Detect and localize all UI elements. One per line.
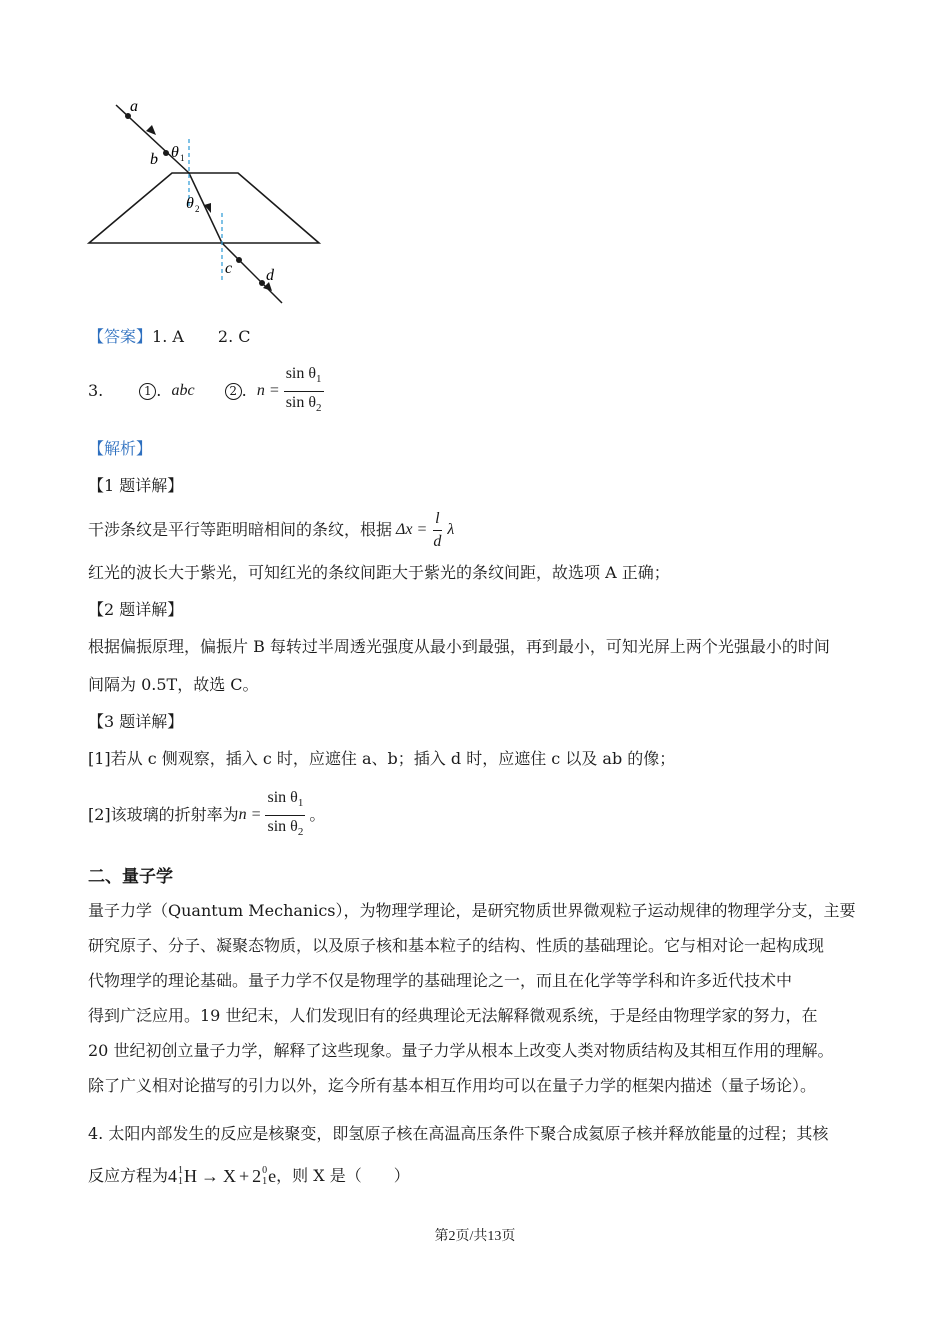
reaction-arrow: →	[201, 1166, 220, 1186]
refraction-diagram	[80, 95, 340, 315]
glass-trapezoid	[89, 173, 319, 243]
paragraph-line: 除了广义相对论描写的引力以外，迄今所有基本相互作用均可以在量子力学的框架内描述（量子场论）。	[88, 1076, 817, 1095]
circled-2: 2	[225, 383, 242, 400]
label-theta1-sub: 1	[180, 153, 185, 163]
lambda: λ	[447, 521, 455, 538]
paragraph-line: 20 世纪初创立量子力学，解释了这些现象。量子力学从根本上改变人类对物质结构及其相互作用的理解。	[88, 1041, 834, 1060]
q3-number: 3.	[88, 381, 104, 400]
refracted-ray	[189, 173, 222, 243]
nuclear-equation: 4 1 1 H → X + 2 0 1 e	[168, 1165, 277, 1187]
analysis-line-4: 间隔为 0.5T，故选 C。	[88, 675, 259, 694]
section-paragraph	[88, 893, 863, 1103]
n-eq: n =	[238, 806, 262, 823]
refractive-index-fraction-2: $\frac{\sin \theta_1}{\sin \theta_2}$	[267, 789, 304, 838]
answer-2: 2. C	[217, 327, 251, 346]
circled-1: 1	[139, 383, 156, 400]
detail-heading-2: 【2 题详解】	[88, 600, 184, 619]
answer-tag: 【答案】	[88, 327, 153, 346]
answer-line	[88, 327, 251, 347]
section-heading: 二、量子学	[88, 867, 173, 887]
answer-1: 1. A	[152, 327, 184, 346]
label-theta2: θ	[186, 195, 194, 212]
paragraph-line: 量子力学（Quantum Mechanics），为物理学理论，是研究物质世界微观粒子运动规律的物理学分支，主要	[88, 901, 856, 920]
analysis-line-5: [1]若从 c 侧观察，插入 c 时，应遮住 a、b；插入 d 时，应遮住 c 以及 ab 的像；	[88, 749, 676, 768]
label-theta2-sub: 2	[195, 204, 200, 214]
label-theta1: θ	[171, 144, 179, 161]
q3-eq-lhs: n =	[256, 382, 280, 399]
pin-d	[259, 280, 265, 286]
label-b: b	[150, 151, 158, 168]
pin-b	[163, 150, 169, 156]
q4-line-1: 4. 太阳内部发生的反应是核聚变，即氢原子核在高温高压条件下聚合成氦原子核并释放能量的过程；其核	[88, 1124, 829, 1143]
refractive-index-fraction: $\frac{\sin \theta_1}{\sin \theta_2}$	[285, 365, 322, 414]
paragraph-line: 得到广泛应用。19 世纪末，人们发现旧有的经典理论无法解释微观系统，于是经由物理学家的努力，在	[88, 1006, 818, 1025]
q4-line-2: 反应方程为 4 1 1 H → X + 2 0 1 e ，则 X 是（ ）	[88, 1165, 410, 1187]
analysis-tag: 【解析】	[88, 439, 153, 458]
page-footer: 第2页/共13页	[434, 1229, 516, 1244]
l-over-d-fraction: $\frac{l}{d}$	[433, 509, 442, 550]
analysis-line-6: [2]该玻璃的折射率为 n = $\frac{\sin \theta_1}{\sin \theta_2}$ 。	[88, 790, 325, 840]
analysis-line-2: 红光的波长大于紫光，可知红光的条纹间距大于紫光的条纹间距，故选项 A 正确；	[88, 563, 670, 582]
analysis-line-3: 根据偏振原理，偏振片 B 每转过半周透光强度从最小到最强，再到最小，可知光屏上两个光强最小的时间	[88, 637, 830, 656]
delta-x: Δx =	[396, 521, 428, 538]
paragraph-line: 代物理学的理论基础。量子力学不仅是物理学的基础理论之一，而且在化学等学科和许多近代技术中	[88, 971, 793, 990]
label-d: d	[266, 267, 274, 284]
pin-c	[236, 257, 242, 263]
answer-3: 3. 1 . abc 2 . n = $\frac{\sin \theta_1}{\sin \theta_2}$	[88, 366, 328, 416]
paragraph-line: 研究原子、分子、凝聚态物质，以及原子核和基本粒子的结构、性质的基础理论。它与相对论一起构成现	[88, 936, 825, 955]
q3-answer-1: abc	[171, 382, 195, 399]
label-c: c	[225, 260, 233, 277]
detail-heading-3: 【3 题详解】	[88, 712, 184, 731]
detail-heading-1: 【1 题详解】	[88, 476, 184, 495]
label-a: a	[130, 98, 138, 115]
analysis-line-1: 干涉条纹是平行等距明暗相间的条纹，根据 Δx = $\frac{l}{d}$ λ	[88, 509, 455, 550]
